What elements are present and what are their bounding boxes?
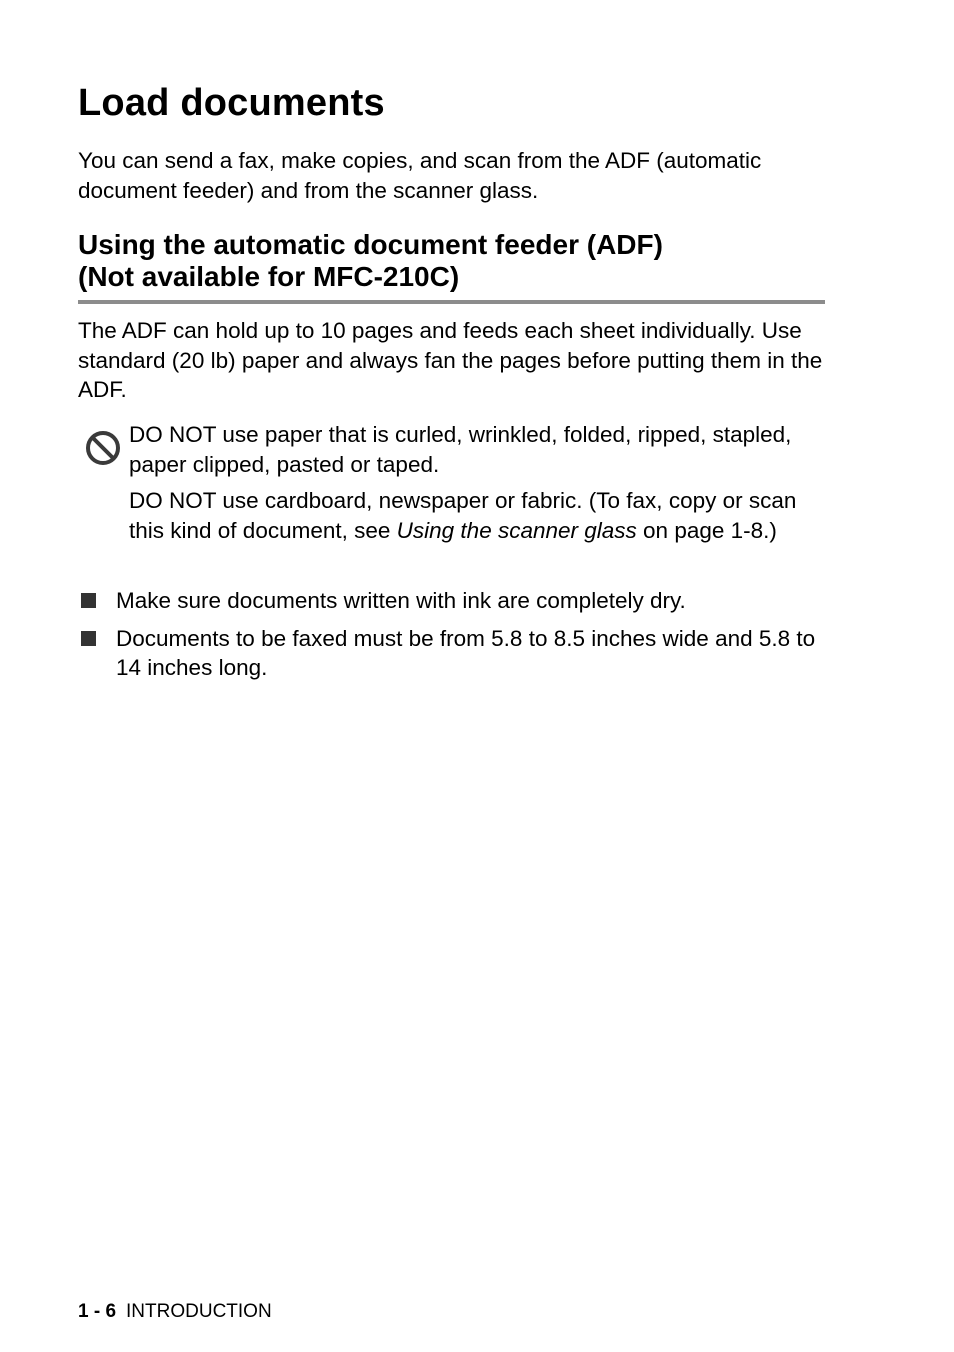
warning-text-2	[129, 486, 829, 545]
warning-note	[129, 420, 829, 545]
list-item	[78, 586, 828, 616]
page-title: Load documents	[78, 82, 385, 124]
list-item	[78, 624, 828, 683]
section-heading	[78, 229, 824, 293]
prohibition-icon	[85, 430, 121, 466]
footer-chapter: INTRODUCTION	[126, 1301, 272, 1322]
scanner-glass-reference: Using the scanner glass	[396, 517, 637, 543]
intro-paragraph: You can send a fax, make copies, and scan from the ADF (automatic document feeder) and from the scanner glass.	[78, 148, 762, 203]
list-item-text: Documents to be faxed must be from 5.8 to 8.5 inches wide and 5.8 to 14 inches long.	[116, 625, 816, 680]
section-divider	[78, 300, 825, 304]
warning-text-1: DO NOT use paper that is curled, wrinkled, folded, ripped, stapled, paper clipped, pasted or taped.	[129, 422, 792, 477]
warning-text-2-start: DO NOT use cardboard, newspaper or fabric. (To fax, copy or scan this kind of document, see	[129, 488, 797, 543]
list-item-text: Make sure documents written with ink are completely dry.	[116, 588, 686, 613]
section-heading-line-2: (Not available for MFC-210C)	[78, 261, 460, 292]
page-footer	[78, 1300, 272, 1324]
warning-text-2-end: on page 1-8.)	[636, 517, 777, 543]
footer-page-number: 1 - 6	[78, 1301, 117, 1322]
adf-paragraph: The ADF can hold up to 10 pages and feeds each sheet individually. Use standard (20 lb) paper and always fan the pages before putting them in the ADF.	[78, 318, 823, 402]
bullet-list	[78, 586, 828, 691]
section-heading-line-1: Using the automatic document feeder (ADF)	[78, 229, 663, 260]
square-bullet-icon	[81, 593, 96, 608]
square-bullet-icon	[81, 631, 96, 646]
